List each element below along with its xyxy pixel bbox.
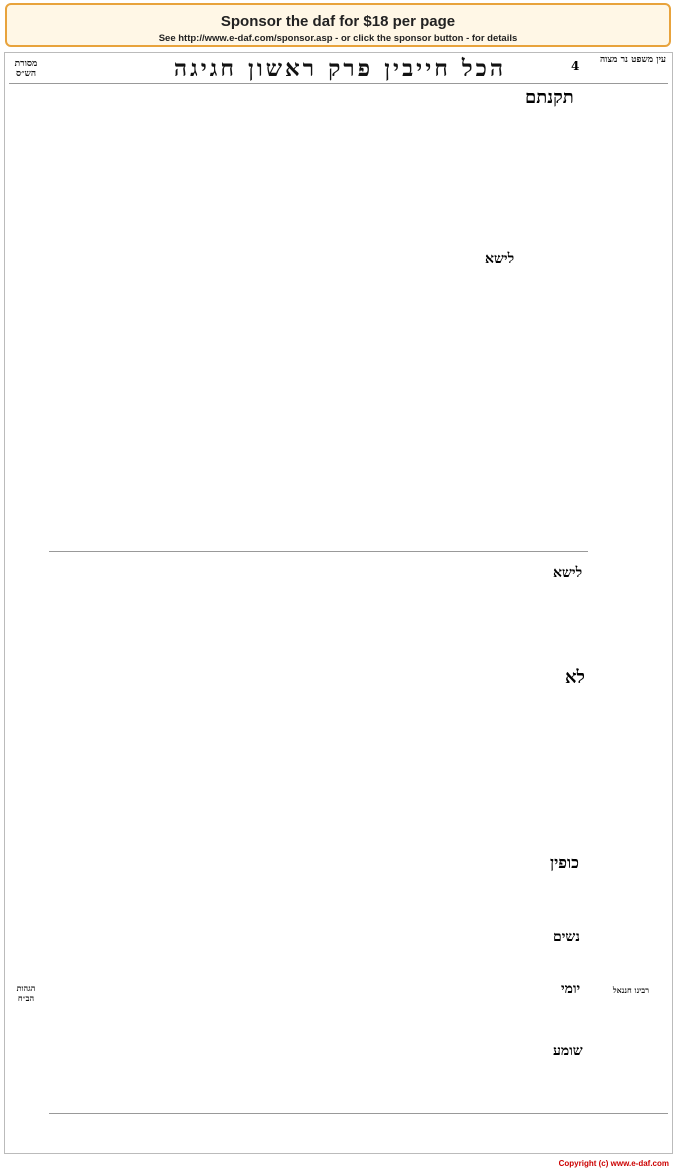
rashi-column xyxy=(475,117,587,547)
sponsor-title: Sponsor the daf for $18 per page xyxy=(220,13,456,30)
page-number: 4 xyxy=(571,59,580,73)
dibbur-lisha: לישא xyxy=(485,251,515,267)
sponsor-subtitle: See http://www.e-daf.com/sponsor.asp - or click the sponsor button - for details xyxy=(158,33,518,44)
footer-rule xyxy=(49,1113,668,1114)
dibbur-kofin: כופין xyxy=(550,853,579,872)
ein-mishpat-label: עין משפט נר מצוה xyxy=(599,55,667,65)
header-rule xyxy=(9,83,668,84)
sponsor-banner[interactable] xyxy=(5,3,671,47)
ein-mishpat-column xyxy=(591,87,671,787)
copyright[interactable]: Copyright (c) www.e-daf.com xyxy=(558,1159,669,1168)
masoret-label: מסורת הש״ס xyxy=(14,59,38,79)
hagahot-label: הגהות הב״ח xyxy=(16,983,36,1003)
rabbeinu-label: רבינו חננאל xyxy=(612,985,650,995)
dibbur-shomea: שומע xyxy=(553,1043,583,1059)
talmud-page xyxy=(4,52,673,1154)
dibbur-tos-heading: תקנתם xyxy=(525,87,574,108)
footnotes xyxy=(49,1117,669,1149)
lower-commentary xyxy=(49,561,587,1031)
dibbur-lo: לא xyxy=(565,667,585,688)
dibbur-lisha-2: לישא xyxy=(553,565,583,581)
page-header xyxy=(5,53,672,83)
gemara-column xyxy=(201,117,471,542)
dibbur-nashim: נשים xyxy=(553,929,580,945)
dibbur-yomi: יומי xyxy=(561,981,581,997)
middle-rule xyxy=(49,551,588,552)
tosafot-column xyxy=(49,87,197,547)
page-title: הכל חייבין פרק ראשון חגיגה xyxy=(173,55,507,82)
